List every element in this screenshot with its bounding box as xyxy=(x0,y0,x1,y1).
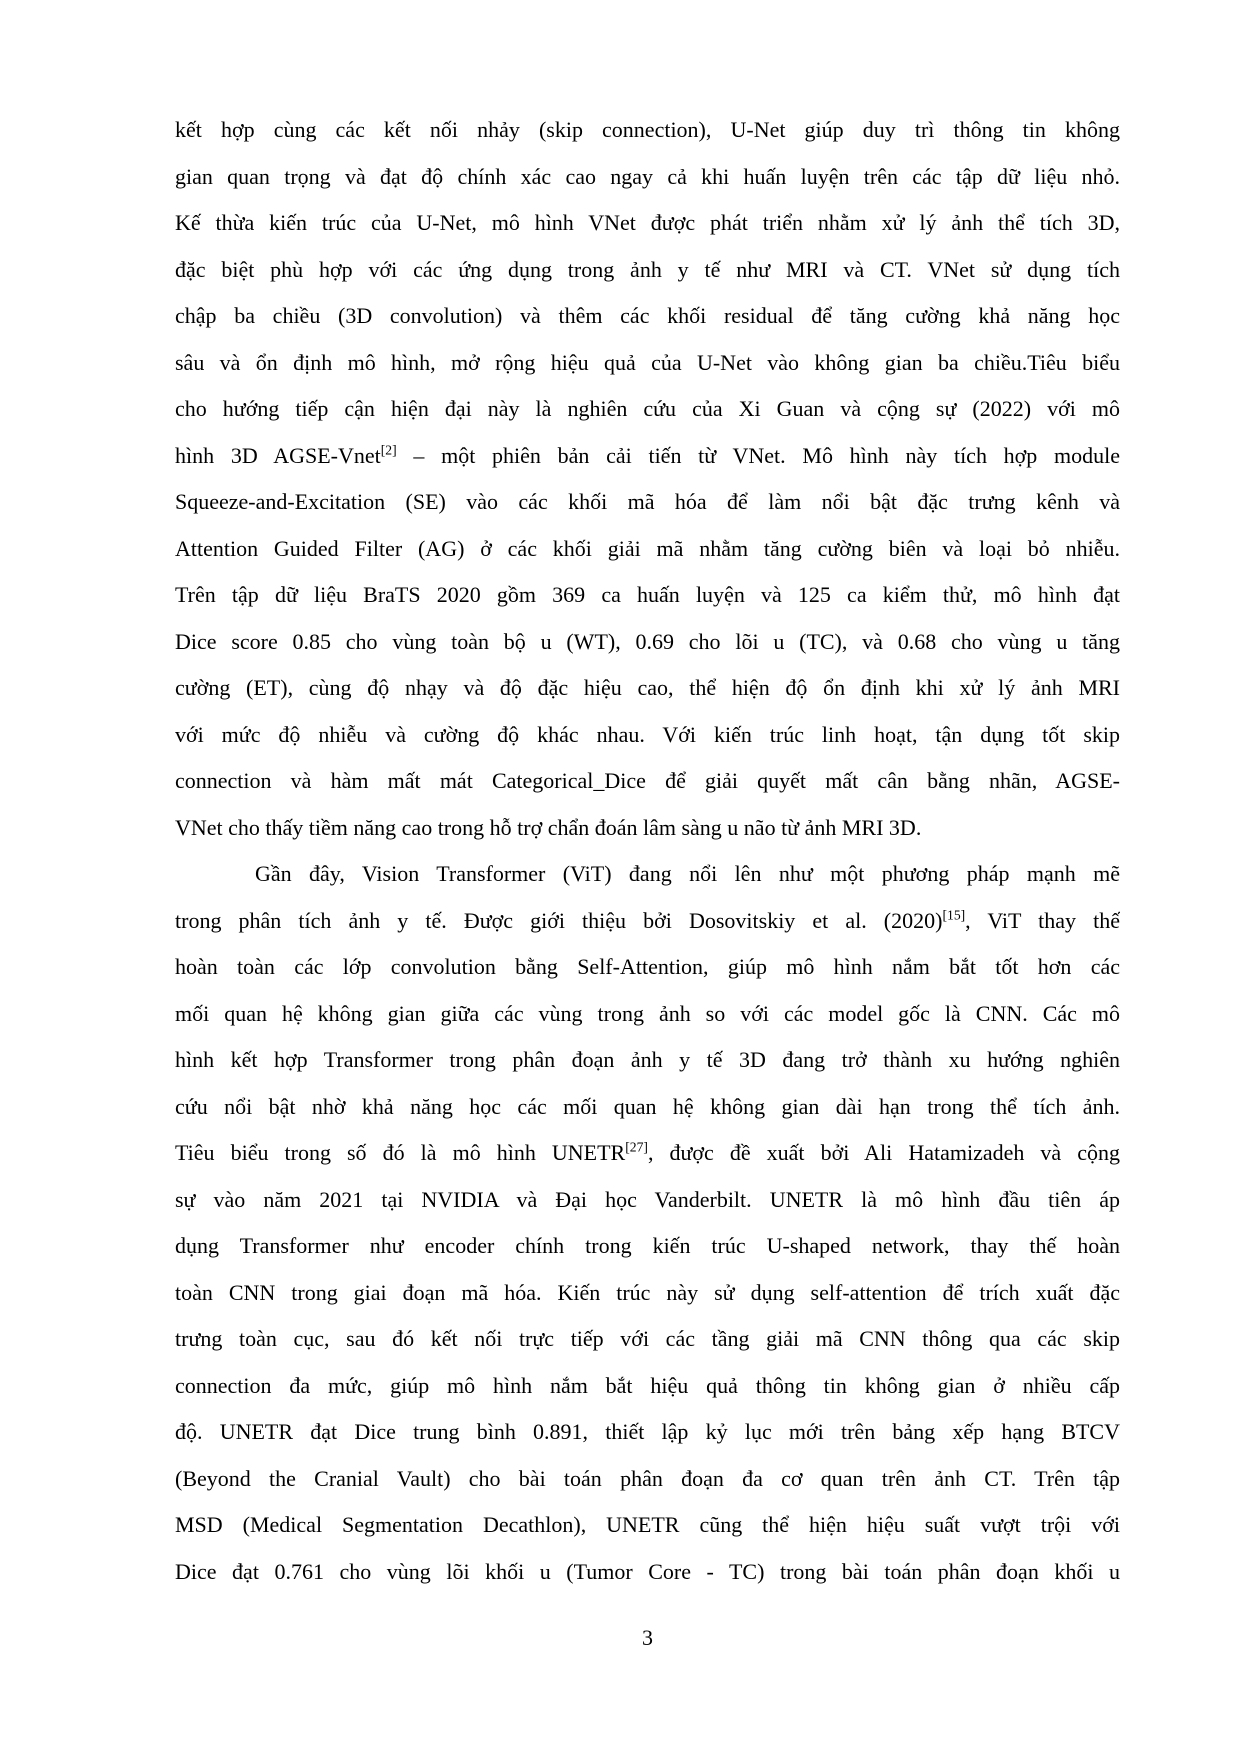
text-line xyxy=(175,479,1120,526)
text-segment: Tiêu biểu trong số đó là mô hình UNETR xyxy=(175,1140,626,1165)
text-segment: MSD (Medical Segmentation Decathlon), UNETR cũng thể hiện hiệu suất vượt trội với xyxy=(175,1512,1120,1537)
citation-ref: [15] xyxy=(942,907,966,923)
text-line xyxy=(175,1223,1120,1270)
text-line xyxy=(175,200,1120,247)
citation-ref: [27] xyxy=(625,1139,648,1155)
text-line xyxy=(175,1130,1120,1177)
text-line xyxy=(175,1084,1120,1131)
text-segment: độ. UNETR đạt Dice trung bình 0.891, thiết lập kỷ lục mới trên bảng xếp hạng BTCV xyxy=(175,1419,1120,1444)
text-line xyxy=(175,433,1120,480)
text-segment: chập ba chiều (3D convolution) và thêm các khối residual để tăng cường khả năng học xyxy=(175,303,1120,328)
text-segment: connection và hàm mất mát Categorical_Dice để giải quyết mất cân bằng nhãn, AGSE- xyxy=(175,768,1120,793)
text-line xyxy=(175,154,1120,201)
text-line xyxy=(175,665,1120,712)
text-segment: gian quan trọng và đạt độ chính xác cao ngay cả khi huấn luyện trên các tập dữ liệu nhỏ. xyxy=(175,163,1120,189)
text-segment: Dice đạt 0.761 cho vùng lõi khối u (Tumor Core - TC) trong bài toán phân đoạn khối u xyxy=(175,1558,1120,1584)
text-line xyxy=(175,572,1120,619)
text-segment: kết hợp cùng các kết nối nhảy (skip connection), U-Net giúp duy trì thông tin không xyxy=(175,117,1120,142)
text-line xyxy=(175,293,1120,340)
text-segment: toàn CNN trong giai đoạn mã hóa. Kiến trúc này sử dụng self-attention để trích xuất đặc xyxy=(175,1279,1120,1305)
text-segment: trong phân tích ảnh y tế. Được giới thiệu bởi Dosovitskiy et al. (2020) xyxy=(175,907,943,933)
text-line xyxy=(175,851,1120,898)
text-segment: Squeeze-and-Excitation (SE) vào các khối mã hóa để làm nổi bật đặc trưng kênh và xyxy=(175,489,1120,514)
text-segment: (Beyond the Cranial Vault) cho bài toán phân đoạn đa cơ quan trên ảnh CT. Trên tập xyxy=(175,1465,1120,1491)
text-line xyxy=(175,386,1120,433)
text-segment: cho hướng tiếp cận hiện đại này là nghiên cứu của Xi Guan và cộng sự (2022) với mô xyxy=(175,396,1120,421)
text-line xyxy=(175,1037,1120,1084)
text-segment: Attention Guided Filter (AG) ở các khối giải mã nhằm tăng cường biên và loại bỏ nhiễu. xyxy=(175,535,1120,561)
text-segment: trưng toàn cục, sau đó kết nối trực tiếp với các tầng giải mã CNN thông qua các skip xyxy=(175,1326,1120,1351)
text-line xyxy=(175,619,1120,666)
text-segment: dụng Transformer như encoder chính trong kiến trúc U-shaped network, thay thế hoàn xyxy=(175,1233,1120,1258)
text-line xyxy=(175,898,1120,945)
text-line xyxy=(175,944,1120,991)
text-line xyxy=(175,991,1120,1038)
text-segment: connection đa mức, giúp mô hình nắm bắt hiệu quả thông tin không gian ở nhiều cấp xyxy=(175,1372,1120,1398)
citation-ref: [2] xyxy=(380,442,397,458)
text-segment: cứu nổi bật nhờ khả năng học các mối quan hệ không gian dài hạn trong thể tích ảnh. xyxy=(175,1093,1120,1119)
text-line xyxy=(175,1270,1120,1317)
page-number: 3 xyxy=(642,1625,653,1650)
text-segment: – một phiên bản cải tiến từ VNet. Mô hình này tích hợp module xyxy=(396,442,1120,468)
text-segment: , ViT thay thế xyxy=(965,907,1120,933)
text-segment: với mức độ nhiễu và cường độ khác nhau. Với kiến trúc linh hoạt, tận dụng tốt skip xyxy=(175,721,1120,747)
text-line xyxy=(175,340,1120,387)
text-segment: Kế thừa kiến trúc của U-Net, mô hình VNet được phát triển nhằm xử lý ảnh thể tích 3D, xyxy=(175,210,1120,235)
text-line xyxy=(175,1363,1120,1410)
text-segment: hình kết hợp Transformer trong phân đoạn ảnh y tế 3D đang trở thành xu hướng nghiên xyxy=(175,1047,1120,1072)
text-line xyxy=(175,526,1120,573)
text-line xyxy=(175,712,1120,759)
text-segment: Gần đây, Vision Transformer (ViT) đang nổi lên như một phương pháp mạnh mẽ xyxy=(255,861,1120,886)
text-line xyxy=(175,758,1120,805)
text-segment: mối quan hệ không gian giữa các vùng trong ảnh so với các model gốc là CNN. Các mô xyxy=(175,1000,1120,1026)
text-line xyxy=(175,1409,1120,1456)
text-segment: hoàn toàn các lớp convolution bằng Self-Attention, giúp mô hình nắm bắt tốt hơn các xyxy=(175,954,1120,979)
text-segment: Dice score 0.85 cho vùng toàn bộ u (WT), 0.69 cho lõi u (TC), và 0.68 cho vùng u tăng xyxy=(175,628,1120,654)
text-segment: sâu và ổn định mô hình, mở rộng hiệu quả của U-Net vào không gian ba chiều.Tiêu biểu xyxy=(175,349,1120,375)
text-line xyxy=(175,107,1120,154)
text-line xyxy=(175,1316,1120,1363)
text-segment: VNet cho thấy tiềm năng cao trong hỗ trợ chẩn đoán lâm sàng u não từ ảnh MRI 3D. xyxy=(175,814,922,840)
text-line xyxy=(175,805,1120,852)
text-segment: hình 3D AGSE-Vnet xyxy=(175,442,381,468)
text-segment: đặc biệt phù hợp với các ứng dụng trong ảnh y tế như MRI và CT. VNet sử dụng tích xyxy=(175,256,1120,282)
text-segment: cường (ET), cùng độ nhạy và độ đặc hiệu cao, thể hiện độ ổn định khi xử lý ảnh MRI xyxy=(175,675,1120,700)
text-segment: Trên tập dữ liệu BraTS 2020 gồm 369 ca huấn luyện và 125 ca kiểm thử, mô hình đạt xyxy=(175,582,1120,607)
text-line xyxy=(175,1502,1120,1549)
text-line xyxy=(175,1549,1120,1596)
body-text xyxy=(175,107,1120,1595)
text-line xyxy=(175,1177,1120,1224)
text-segment: , được đề xuất bởi Ali Hatamizadeh và cộng xyxy=(647,1140,1120,1165)
text-line xyxy=(175,1456,1120,1503)
text-segment: sự vào năm 2021 tại NVIDIA và Đại học Vanderbilt. UNETR là mô hình đầu tiên áp xyxy=(175,1186,1120,1212)
text-line xyxy=(175,247,1120,294)
